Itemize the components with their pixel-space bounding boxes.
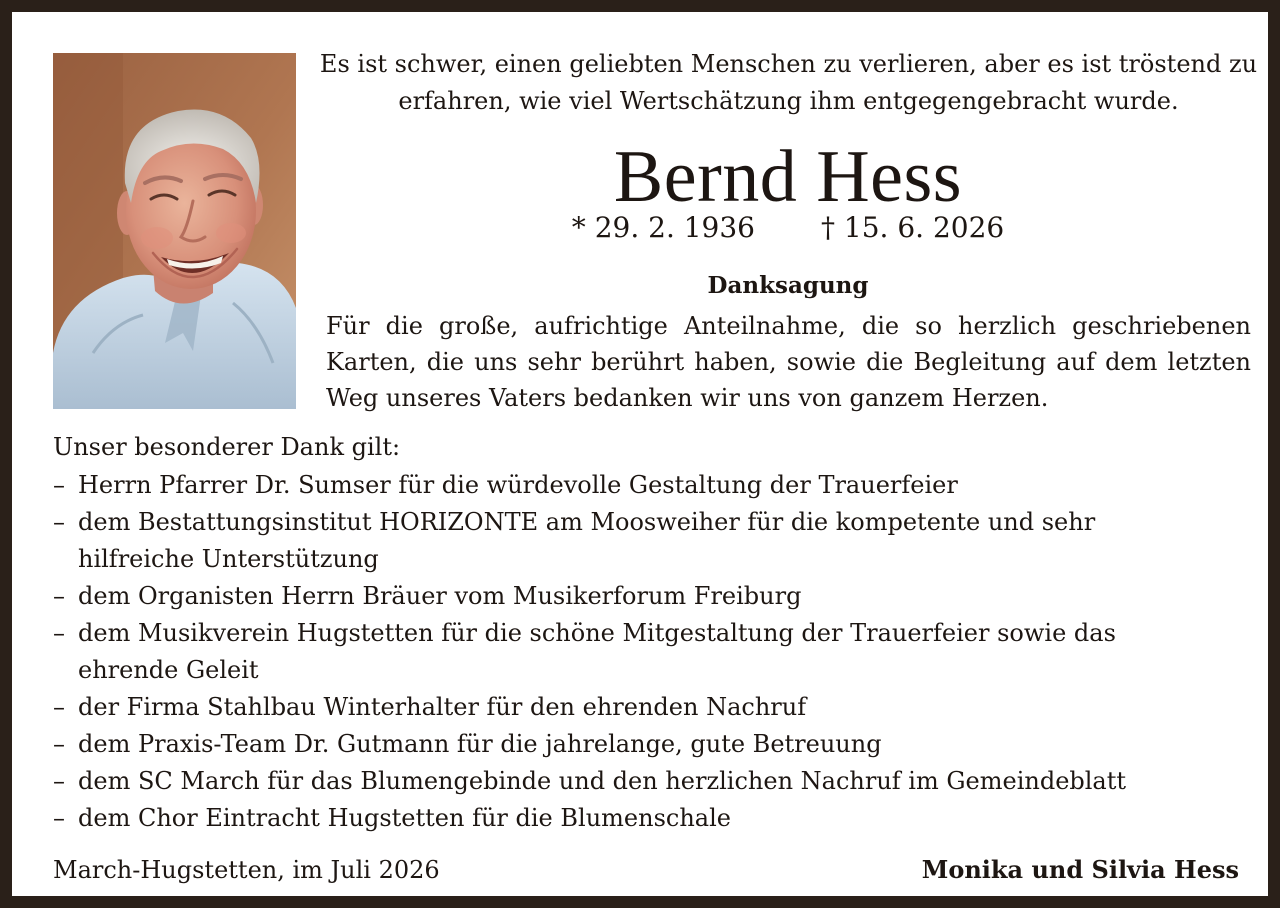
list-item-text: dem Praxis-Team Dr. Gutmann für die jahrelange, gute Betreuung (78, 730, 882, 758)
dash-marker: – (53, 804, 65, 832)
list-item (53, 689, 1253, 726)
life-dates (412, 208, 1164, 248)
list-item-text: dem Bestattungsinstitut HORIZONTE am Moosweiher für die kompetente und sehr (78, 508, 1096, 536)
list-item (53, 615, 1253, 689)
list-item-text: dem SC March für das Blumengebinde und den herzlichen Nachruf im Gemeindeblatt (78, 767, 1127, 795)
deceased-name: Bernd Hess (613, 136, 963, 218)
death-date: † 15. 6. 2026 (821, 211, 1005, 244)
list-item-text: dem Organisten Herrn Bräuer vom Musikerforum Freiburg (78, 582, 802, 610)
memorial-quote (316, 46, 1261, 120)
dash-marker: – (53, 767, 65, 795)
list-item-text-continued: hilfreiche Unterstützung (78, 545, 379, 573)
portrait-photo (53, 53, 296, 409)
list-item-text: dem Chor Eintracht Hugstetten für die Blumenschale (78, 804, 731, 832)
list-item (53, 504, 1253, 578)
place-and-date: March-Hugstetten, im Juli 2026 (53, 856, 440, 884)
thanks-line: Weg unseres Vaters bedanken wir uns von ganzem Herzen. (326, 384, 1049, 412)
list-item (53, 467, 1253, 504)
dash-marker: – (53, 508, 65, 536)
special-thanks-intro: Unser besonderer Dank gilt: (53, 433, 401, 461)
family-signature: Monika und Silvia Hess (921, 855, 1239, 884)
list-item (53, 763, 1253, 800)
list-item-text: Herrn Pfarrer Dr. Sumser für die würdevolle Gestaltung der Trauerfeier (78, 471, 958, 499)
list-item (53, 800, 1253, 837)
thanks-heading: Danksagung (707, 272, 869, 299)
thanks-paragraph (326, 308, 1251, 416)
portrait-illustration (53, 53, 296, 409)
list-item (53, 578, 1253, 615)
dash-marker: – (53, 730, 65, 758)
dash-marker: – (53, 471, 65, 499)
list-item (53, 726, 1253, 763)
thanks-line: Karten, die uns sehr berührt haben, sowie die Begleitung auf dem letzten (326, 348, 1251, 376)
list-item-text: dem Musikverein Hugstetten für die schöne Mitgestaltung der Trauerfeier sowie das (78, 619, 1116, 647)
dash-marker: – (53, 619, 65, 647)
quote-line-2: erfahren, wie viel Wertschätzung ihm entgegengebracht wurde. (398, 87, 1179, 115)
list-item-text: der Firma Stahlbau Winterhalter für den ehrenden Nachruf (78, 693, 807, 721)
quote-line-1: Es ist schwer, einen geliebten Menschen zu verlieren, aber es ist tröstend zu (319, 50, 1258, 78)
birth-date: * 29. 2. 1936 (571, 211, 755, 244)
thanks-line: Für die große, aufrichtige Anteilnahme, die so herzlich geschriebenen (326, 312, 1251, 340)
list-item-text-continued: ehrende Geleit (78, 656, 259, 684)
dash-marker: – (53, 582, 65, 610)
special-thanks-list (53, 467, 1253, 837)
dash-marker: – (53, 693, 65, 721)
